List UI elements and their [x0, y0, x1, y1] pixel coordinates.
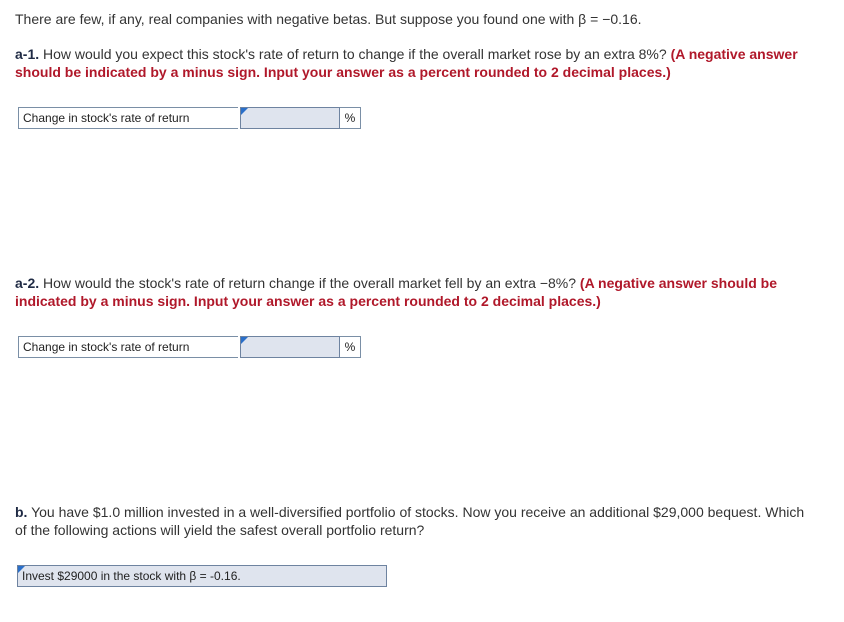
answer-b-selected: Invest $29000 in the stock with β = -0.16. — [22, 569, 241, 583]
question-a1-instruction: (A negative answer should be indicated by a minus sign. Input your answer as a percent rounded to 2 decimal places.) — [15, 46, 798, 80]
answer-a1-input[interactable] — [240, 107, 340, 129]
answer-a2-label: Change in stock's rate of return — [18, 336, 238, 358]
question-b-label: b. — [15, 504, 28, 520]
question-a1-text: How would you expect this stock's rate of return to change if the overall market rose by an extra 8%? — [39, 46, 671, 62]
question-a2-instruction: (A negative answer should be indicated by a minus sign. Input your answer as a percent rounded to 2 decimal places.) — [15, 275, 777, 309]
question-b — [15, 503, 815, 539]
question-a1-label: a-1. — [15, 46, 40, 62]
answer-a1-label: Change in stock's rate of return — [18, 107, 238, 129]
question-a1 — [15, 45, 835, 81]
input-marker-icon — [241, 108, 248, 115]
answer-row-a2 — [18, 336, 361, 358]
answer-a2-unit: % — [340, 336, 361, 358]
answer-b-dropdown[interactable] — [17, 565, 387, 587]
question-a2-label: a-2. — [15, 275, 40, 291]
question-a2-text: How would the stock's rate of return change if the overall market fell by an extra −8%? — [39, 275, 580, 291]
question-b-text: You have $1.0 million invested in a well-diversified portfolio of stocks. Now you receive an additional $29,000 bequest. Which of the following actions will yield the safest overall portfolio return? — [15, 504, 805, 538]
question-a2 — [15, 274, 835, 310]
answer-a1-unit: % — [340, 107, 361, 129]
input-marker-icon — [18, 566, 25, 573]
input-marker-icon — [241, 337, 248, 344]
answer-row-a1 — [18, 107, 361, 129]
answer-a2-input[interactable] — [240, 336, 340, 358]
intro-text: There are few, if any, real companies with negative betas. But suppose you found one with β = −0.16. — [15, 11, 642, 27]
